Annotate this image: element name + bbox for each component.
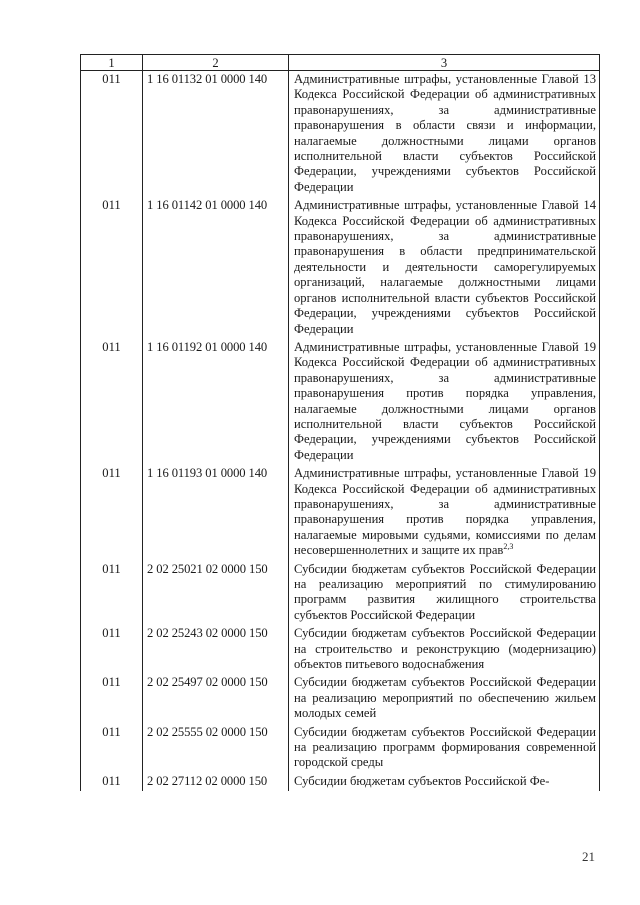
budget-code: 1 16 01142 01 0000 140 [143,197,289,339]
table-row [81,465,600,560]
administrator-code: 011 [81,674,143,723]
administrator-code: 011 [81,197,143,339]
revenue-name: Субсидии бюджетам субъектов Российской Фе- [289,773,600,791]
revenue-name [289,465,600,560]
table-row [81,197,600,339]
revenue-name: Административные штрафы, установленные Главой 13 Кодекса Российской Федерации об административных правонарушениях, за административные правонарушения в области связи и информации, налагаемые должностными лицами органов исполнительной власти субъектов Российской Федерации, учреждениями субъектов Российской Федерации [289,71,600,198]
column-header-2: 2 [143,55,289,71]
budget-code: 1 16 01193 01 0000 140 [143,465,289,560]
administrator-code: 011 [81,71,143,198]
column-header-1: 1 [81,55,143,71]
table-body [81,71,600,792]
budget-code: 1 16 01132 01 0000 140 [143,71,289,198]
budget-code: 2 02 25243 02 0000 150 [143,625,289,674]
administrator-code: 011 [81,339,143,465]
revenue-name: Административные штрафы, установленные Главой 14 Кодекса Российской Федерации об административных правонарушениях, за административные правонарушения в области предпринимательской деятельности и деятельности саморегулируемых организаций, налагаемые должностными лицами органов исполнительной власти субъектов Российской Федерации, учреждениями субъектов Российской Федерации [289,197,600,339]
revenue-name: Субсидии бюджетам субъектов Российской Федерации на строительство и реконструкцию (модернизацию) объектов питьевого водоснабжения [289,625,600,674]
administrator-code: 011 [81,773,143,791]
table-row [81,339,600,465]
budget-classification-table [80,54,600,791]
administrator-code: 011 [81,625,143,674]
table-header-row [81,55,600,71]
table-row [81,724,600,773]
column-header-3: 3 [289,55,600,71]
administrator-code: 011 [81,724,143,773]
budget-code: 1 16 01192 01 0000 140 [143,339,289,465]
revenue-name-text: Административные штрафы, установленные Главой 19 Кодекса Российской Федерации об административных правонарушениях, за административные правонарушения против порядка управления, налагаемые мировыми судьями, комиссиями по делам несовершеннолетних и защите их прав [294,466,596,558]
revenue-name: Субсидии бюджетам субъектов Российской Федерации на реализацию программ формирования современной городской среды [289,724,600,773]
page-number: 21 [582,849,595,864]
table-row [81,625,600,674]
budget-code: 2 02 27112 02 0000 150 [143,773,289,791]
budget-code: 2 02 25497 02 0000 150 [143,674,289,723]
administrator-code: 011 [81,561,143,626]
budget-code: 2 02 25555 02 0000 150 [143,724,289,773]
table-row [81,773,600,791]
revenue-name: Административные штрафы, установленные Главой 19 Кодекса Российской Федерации об административных правонарушениях, за административные правонарушения против порядка управления, налагаемые должностными лицами органов исполнительной власти субъектов Российской Федерации, учреждениями субъектов Российской Федерации [289,339,600,465]
table-row [81,674,600,723]
table-row [81,561,600,626]
footnote-marker: 2,3 [503,542,514,551]
revenue-name: Субсидии бюджетам субъектов Российской Федерации на реализацию мероприятий по обеспечению жильем молодых семей [289,674,600,723]
table-row [81,71,600,198]
revenue-name: Субсидии бюджетам субъектов Российской Федерации на реализацию мероприятий по стимулированию программ развития жилищного строительства субъектов Российской Федерации [289,561,600,626]
administrator-code: 011 [81,465,143,560]
budget-code: 2 02 25021 02 0000 150 [143,561,289,626]
